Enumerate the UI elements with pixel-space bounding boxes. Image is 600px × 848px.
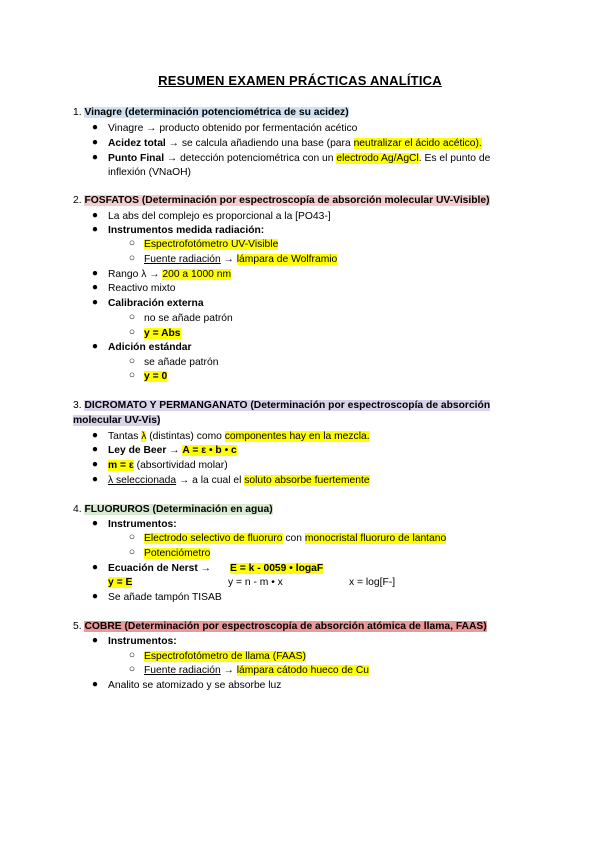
highlight-text: Espectrofotómetro de llama (FAAS) (144, 651, 306, 662)
section-1-heading (73, 106, 349, 119)
highlight-text: y = E (108, 577, 133, 588)
list-item (108, 459, 228, 472)
item-text: (absortividad molar) (133, 460, 228, 471)
item-text: Tantas (108, 431, 142, 442)
item-text: . Es el punto de (418, 153, 491, 164)
highlight-text: Potenciómetro (144, 548, 211, 559)
section-3-heading-continued (73, 414, 160, 427)
item-text: → (166, 445, 183, 456)
sub-list-item (144, 253, 337, 266)
list-item (108, 430, 370, 443)
item-label: Punto Final (108, 153, 165, 164)
disc-bullet: ● (91, 430, 99, 441)
item-text: con (282, 533, 305, 544)
list-item (108, 122, 357, 135)
list-item: Reactivo mixto (108, 283, 176, 294)
disc-bullet: ● (91, 210, 99, 221)
item-label: Ley de Beer (108, 445, 167, 456)
nernst-equation (230, 562, 323, 575)
item-text: → (220, 254, 237, 265)
disc-bullet: ● (91, 341, 99, 352)
list-item: Instrumentos: (108, 519, 177, 530)
circle-bullet: ○ (128, 312, 136, 323)
sub-list-item: se añade patrón (144, 357, 219, 368)
disc-bullet: ● (91, 591, 99, 602)
list-item (108, 152, 490, 165)
highlight-text: lámpara de Wolframio (236, 254, 338, 265)
highlight-text: soluto absorbe fuertemente (244, 475, 370, 486)
highlight-text: λ (141, 431, 147, 442)
highlight-text: electrodo Ag/AgCl (336, 153, 419, 164)
equation-y (108, 576, 132, 589)
highlight-text: monocristal fluoruro de lantano (304, 533, 447, 544)
circle-bullet: ○ (128, 327, 136, 338)
list-item: Instrumentos: (108, 636, 177, 647)
sub-list-item: no se añade patrón (144, 313, 233, 324)
sub-list-item (144, 664, 369, 677)
sub-list-item (144, 650, 306, 663)
disc-bullet: ● (91, 459, 99, 470)
circle-bullet: ○ (128, 356, 136, 367)
highlight-text: A = ε • b • c (182, 445, 237, 456)
list-item: Instrumentos medida radiación: (108, 225, 265, 236)
highlight-text: Electrodo selectivo de fluoruro (144, 533, 283, 544)
circle-bullet: ○ (128, 650, 136, 661)
equation-linear: y = n - m • x (228, 577, 283, 588)
disc-bullet: ● (91, 518, 99, 529)
sub-list-item (144, 370, 167, 383)
section-5-heading (73, 620, 487, 633)
section-number: 3. (73, 400, 85, 411)
sub-list-item (144, 327, 181, 340)
circle-bullet: ○ (128, 532, 136, 543)
heading-text: FOSFATOS (Determinación por espectroscopía de absorción molecular UV-Visible) (84, 195, 490, 206)
section-2-heading (73, 194, 490, 207)
highlight-text: Espectrofotómetro UV-Visible (144, 239, 279, 250)
section-3-heading (73, 399, 490, 412)
disc-bullet: ● (91, 679, 99, 690)
highlight-text: y = Abs (144, 328, 181, 339)
item-text: → detección potenciométrica con un (164, 153, 337, 164)
disc-bullet: ● (91, 137, 99, 148)
highlight-text: 200 a 1000 nm (162, 269, 232, 280)
sub-list-item (144, 532, 446, 545)
list-item: Calibración externa (108, 298, 204, 309)
highlight-text: lámpara cátodo hueco de Cu (236, 665, 369, 676)
list-item: Se añade tampón TISAB (108, 592, 222, 603)
highlight-text: y = 0 (144, 371, 168, 382)
disc-bullet: ● (91, 122, 99, 133)
list-item-continuation: inflexión (VNaOH) (108, 167, 191, 178)
item-text: Vinagre → producto obtenido por fermentación acético (108, 123, 358, 134)
list-item (108, 137, 482, 150)
page-title: RESUMEN EXAMEN PRÁCTICAS ANALÍTICA (158, 73, 442, 88)
item-text: → (220, 665, 237, 676)
circle-bullet: ○ (128, 547, 136, 558)
circle-bullet: ○ (128, 253, 136, 264)
disc-bullet: ● (91, 152, 99, 163)
item-text: → a la cual el (176, 475, 245, 486)
underlined-text: Fuente radiación (144, 665, 221, 676)
list-item: Analito se atomizado y se absorbe luz (108, 680, 282, 691)
sub-list-item (144, 547, 210, 560)
section-number: 4. (73, 504, 85, 515)
underlined-text: λ seleccionada (108, 475, 177, 486)
list-item (108, 562, 211, 575)
disc-bullet: ● (91, 224, 99, 235)
equation-x: x = log[F-] (349, 577, 396, 588)
highlight-text: neutralizar el ácido acético). (353, 138, 482, 149)
circle-bullet: ○ (128, 664, 136, 675)
item-label: Ecuación de Nerst → (108, 563, 211, 574)
item-text: (distintas) como (146, 431, 225, 442)
disc-bullet: ● (91, 444, 99, 455)
disc-bullet: ● (91, 635, 99, 646)
heading-text: DICROMATO Y PERMANGANATO (Determinación por espectroscopía de absorción (84, 400, 491, 411)
disc-bullet: ● (91, 282, 99, 293)
item-text: Rango λ → (108, 269, 163, 280)
highlight-text: m = ε (108, 460, 134, 471)
highlight-text: E = k - 0059 • logaF (230, 563, 324, 574)
section-4-heading (73, 503, 273, 516)
disc-bullet: ● (91, 474, 99, 485)
section-number: 1. (73, 107, 85, 118)
disc-bullet: ● (91, 562, 99, 573)
disc-bullet: ● (91, 268, 99, 279)
list-item: Adición estándar (108, 342, 192, 353)
section-number: 2. (73, 195, 85, 206)
item-label: Acidez total (108, 138, 166, 149)
highlight-text: componentes hay en la mezcla. (224, 431, 370, 442)
disc-bullet: ● (91, 297, 99, 308)
heading-text: COBRE (Determinación por espectroscopía de absorción atómica de llama, FAAS) (84, 621, 487, 632)
list-item (108, 474, 370, 487)
heading-text: Vinagre (determinación potenciométrica de su acidez) (84, 107, 349, 118)
underlined-text: Fuente radiación (144, 254, 221, 265)
list-item (108, 268, 231, 281)
circle-bullet: ○ (128, 238, 136, 249)
list-item (108, 444, 237, 457)
circle-bullet: ○ (128, 370, 136, 381)
item-text: → se calcula añadiendo una base (para (165, 138, 354, 149)
section-number: 5. (73, 621, 85, 632)
heading-text: FLUORUROS (Determinación en agua) (84, 504, 273, 515)
sub-list-item (144, 238, 278, 251)
heading-text: molecular UV-Vis) (73, 415, 161, 426)
list-item: La abs del complejo es proporcional a la [PO43-] (108, 211, 331, 222)
